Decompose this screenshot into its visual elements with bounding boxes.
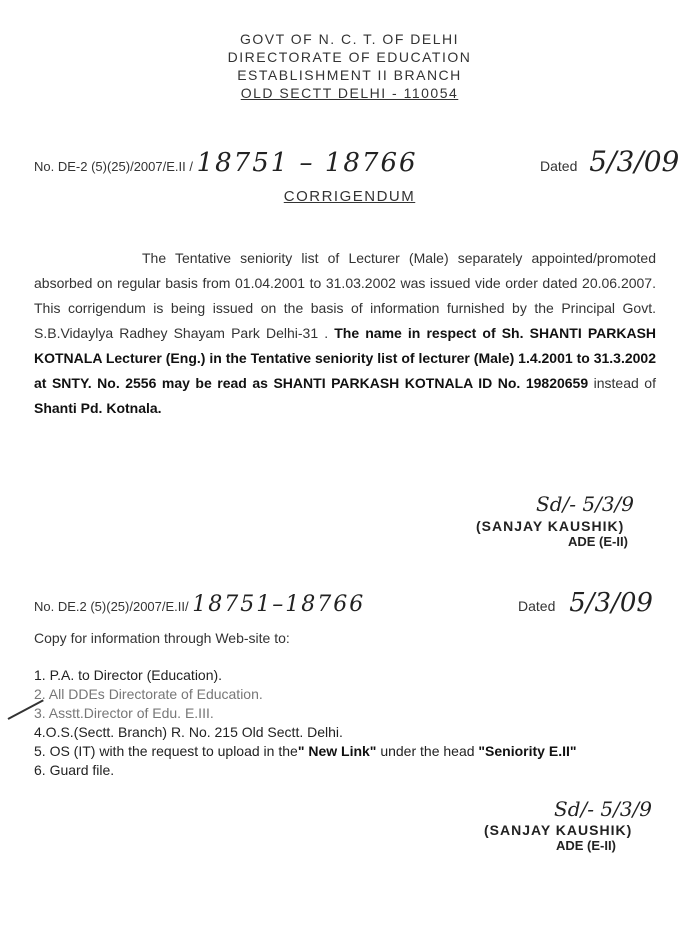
copy-signatory-name: (SANJAY KAUSHIK): [484, 822, 633, 838]
letterhead-line-branch: ESTABLISHMENT II BRANCH: [237, 67, 462, 83]
copy-to-line: Copy for information through Web-site to:: [34, 630, 290, 646]
list-item-text: under the head: [376, 743, 479, 759]
letterhead-line-address: OLD SECTT DELHI - 110054: [240, 85, 459, 101]
reference-number-printed: No. DE-2 (5)(25)/2007/E.II /: [34, 159, 193, 174]
copy-reference-number: [34, 592, 365, 617]
list-item: 3. Asstt.Director of Edu. E.III.: [34, 705, 214, 721]
copy-date-field: [518, 588, 653, 618]
list-item-text: 5. OS (IT) with the request to upload in the: [34, 743, 298, 759]
list-item-link-name: " New Link": [297, 743, 377, 759]
copy-reference-number-handwritten: 18751–18766: [192, 592, 366, 617]
copy-date-handwritten: 5/3/09: [569, 588, 653, 618]
body-text-instead-of: instead of: [588, 375, 656, 391]
copy-signature-block: [484, 796, 652, 853]
date-field: [540, 145, 679, 178]
body-text-correction: The name in respect of Sh. SHANTI PARKASH KOTNALA Lecturer (Eng.) in the Tentative seniority list of lecturer (Male) 1.4.2001 to 31.3.2002 at SNTY. No. 2556 may be read as SHANTI PARKASH KOTNALA ID No. 19820659: [34, 325, 657, 391]
list-item: 4.O.S.(Sectt. Branch) R. No. 215 Old Sectt. Delhi.: [34, 724, 343, 740]
document-title: CORRIGENDUM: [283, 188, 416, 205]
list-item: [34, 742, 664, 761]
copy-reference-number-printed: No. DE.2 (5)(25)/2007/E.II/: [34, 599, 189, 614]
letterhead: [0, 30, 699, 102]
signatory-name: (SANJAY KAUSHIK): [476, 518, 625, 534]
body-text-old-name: Shanti Pd. Kotnala.: [34, 400, 162, 416]
body-text-intro: The Tentative seniority list of Lecturer (Male) separately appointed/promoted absorbed on regular basis from 01.04.2001 to 31.03.2002 was issued vide order dated 20.06.2007. This corrigendum is being issued on the basis of information furnished by the Principal Govt. S.B.Vidaylya Radhey Shayam Park Delhi-31 .: [34, 250, 656, 341]
reference-number: [34, 148, 418, 178]
signatory-designation: ADE (E-II): [568, 534, 628, 549]
date-handwritten: 5/3/09: [589, 145, 680, 178]
list-item: 2. All DDEs Directorate of Education.: [34, 686, 263, 702]
body-paragraph: [34, 246, 656, 421]
copy-date-label: Dated: [518, 598, 556, 614]
copy-signatory-designation: ADE (E-II): [556, 838, 616, 853]
date-label: Dated: [540, 158, 578, 174]
list-item-head-name: "Seniority E.II": [478, 743, 577, 759]
letterhead-line-directorate: DIRECTORATE OF EDUCATION: [227, 49, 472, 65]
letterhead-line-govt: GOVT OF N. C. T. OF DELHI: [239, 31, 459, 47]
reference-number-handwritten: 18751 – 18766: [196, 148, 418, 178]
list-item: 1. P.A. to Director (Education).: [34, 667, 223, 683]
signature-mark: Sd/- 5/3/9: [536, 492, 635, 516]
copy-recipient-list: [34, 666, 664, 780]
signature-block: [476, 490, 634, 549]
copy-signature-mark: Sd/- 5/3/9: [554, 797, 653, 821]
list-item: 6. Guard file.: [34, 762, 115, 778]
